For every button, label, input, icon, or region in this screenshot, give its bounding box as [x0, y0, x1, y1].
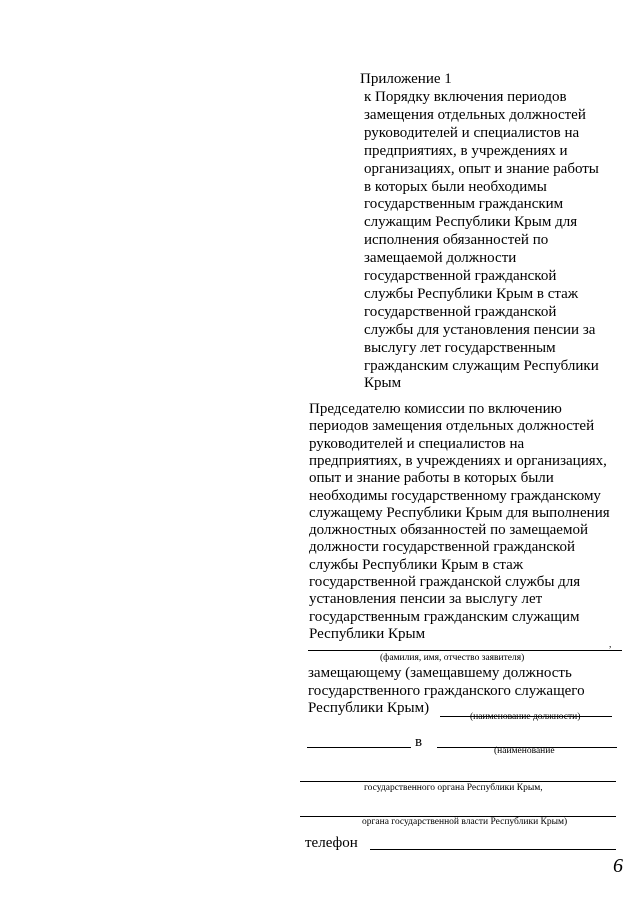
appendix-line: к Порядку включения периодов [364, 89, 567, 105]
appendix-line: службы для установления пенсии за [364, 321, 596, 338]
appendix-line: службы Республики Крым в стаж [364, 285, 579, 302]
state-body-field[interactable] [300, 781, 616, 782]
phone-label: телефон [305, 835, 358, 851]
appendix-line: предприятиях, в учреждениях и [364, 142, 568, 159]
appendix-line: гражданским служащим Республики [364, 357, 599, 374]
appendix-line: руководителей и специалистов на [364, 124, 580, 141]
appendix-line: государственным гражданским [364, 196, 564, 213]
appendix-line: замещения отдельных должностей [364, 106, 586, 123]
addressee-line: установления пенсии за выслугу лет [309, 591, 543, 608]
addressee-line: должностных обязанностей по замещаемой [309, 522, 588, 539]
authority-caption: органа государственной власти Республики Крым) [362, 817, 568, 827]
appendix-line: организациях, опыт и знание работы [364, 160, 599, 177]
fio-underline [308, 650, 622, 651]
appendix-line: в которых были необходимы [364, 178, 547, 195]
addressee-line: должности государственной гражданской [309, 539, 576, 556]
phone-field[interactable] [370, 849, 616, 850]
addressee-line: Председателю комиссии по включению [309, 401, 562, 417]
employer-field-left[interactable] [307, 747, 411, 748]
appendix-title: Приложение 1 [360, 71, 452, 87]
appendix-line: замещаемой должности [364, 250, 517, 267]
page-number: 6 [613, 855, 623, 877]
state-body-caption: государственного органа Республики Крым, [364, 783, 543, 793]
addressee-line: предприятиях, в учреждениях и организациях, [309, 452, 607, 469]
appendix-line: государственной гражданской [364, 268, 557, 284]
appendix-line: служащим Республики Крым для [364, 214, 578, 231]
v-label: в [415, 734, 423, 750]
addressee-line: государственной гражданской службы для [309, 574, 581, 590]
name-caption: (наименование [494, 746, 555, 756]
position-line: замещающему (замещавшему должность [308, 665, 572, 681]
addressee-line: опыт и знание работы в которых были [309, 470, 554, 487]
addressee-line: руководителей и специалистов на [309, 435, 525, 452]
position-caption: (наименование должности) [470, 712, 581, 722]
position-line: Республики Крым) [308, 700, 430, 716]
appendix-line: исполнения обязанностей по [364, 232, 549, 249]
addressee-line: службы Республики Крым в стаж [309, 556, 524, 573]
addressee-line: необходимы государственному гражданскому [309, 487, 601, 504]
appendix-line: выслугу лет государственным [364, 339, 556, 356]
addressee-line: служащему Республики Крым для выполнения [309, 504, 610, 521]
fio-comma: , [609, 640, 612, 650]
addressee-line: периодов замещения отдельных должностей [309, 418, 595, 435]
appendix-line: государственной гражданской [364, 303, 557, 320]
appendix-line: Крым [364, 375, 402, 392]
addressee-line: Республики Крым [309, 625, 426, 642]
position-line: государственного гражданского служащего [308, 682, 585, 699]
addressee-line: государственным гражданским служащим [309, 608, 580, 625]
fio-caption: (фамилия, имя, отчество заявителя) [380, 653, 525, 663]
